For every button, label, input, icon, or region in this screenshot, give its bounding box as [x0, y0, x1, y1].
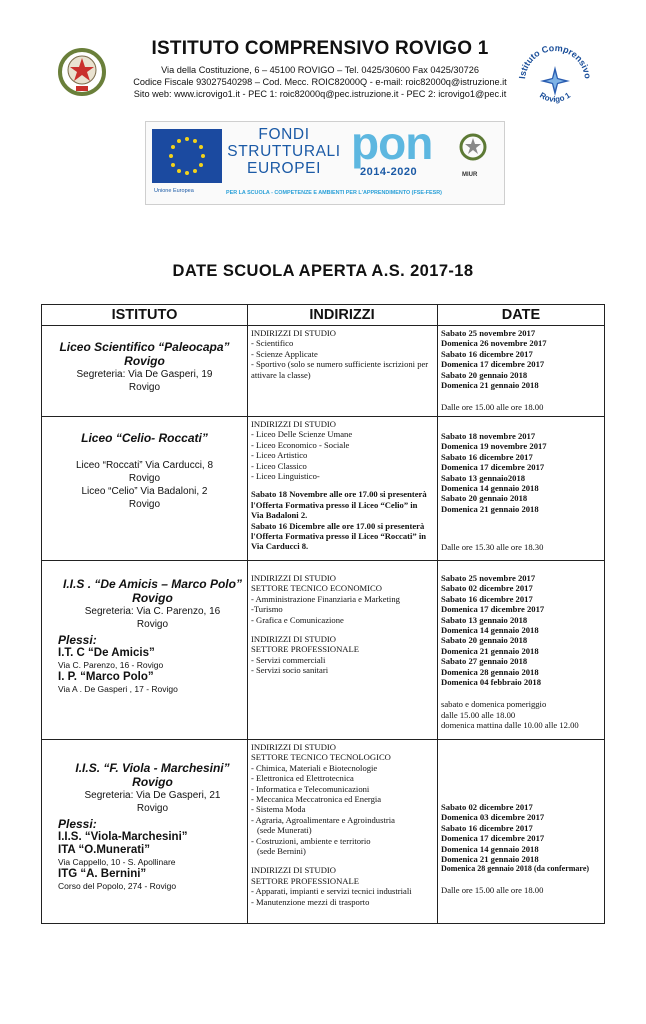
list-item: INDIRIZZI DI STUDIO [251, 573, 336, 583]
date-item: Sabato 16 dicembre 2017 [441, 593, 533, 604]
date-item: Domenica 19 novembre 2017 [441, 441, 547, 452]
date-item: Domenica 21 gennaio 2018 [441, 380, 539, 391]
list-item: INDIRIZZI DI STUDIO [251, 865, 336, 876]
pon-banner [145, 117, 505, 205]
address-line: Via della Costituzione, 6 – 45100 ROVIGO – Tel. 0425/30600 Fax 0425/30726 [161, 65, 479, 75]
institute-address: Segreteria: Via De Gasperi, 21 [84, 790, 221, 801]
list-item: - Manutenzione mezzi di trasporto [251, 896, 370, 907]
pon-years: 2014-2020 [360, 166, 418, 178]
institute-city: Rovigo [132, 591, 173, 605]
document-title: DATE SCUOLA APERTA A.S. 2017-18 [172, 262, 474, 280]
date-item: Domenica 21 gennaio 2018 [441, 854, 539, 865]
list-item: - Meccanica Meccatronica ed Energia [251, 794, 382, 805]
plesso-name: ITA “O.Munerati” [58, 844, 150, 856]
opening-hours: dalle 15.00 alle 18.00 [441, 709, 516, 720]
open-days-table [41, 304, 605, 924]
date-item: Domenica 14 gennaio 2018 [441, 483, 539, 494]
list-item: SETTORE PROFESSIONALE [251, 875, 359, 886]
date-item: Sabato 20 gennaio 2018 [441, 493, 528, 504]
presentation-note: l'Offerta Formativa presso il Liceo “Celio” in [251, 499, 418, 510]
opening-hours: Dalle ore 15.00 alle ore 18.00 [441, 402, 544, 413]
list-item: INDIRIZZI DI STUDIO [251, 419, 336, 429]
date-item: Domenica 03 dicembre 2017 [441, 812, 545, 823]
table-row-paleocapa-institute [42, 340, 247, 394]
date-item: Domenica 17 dicembre 2017 [441, 833, 545, 844]
institute-address: Liceo “Roccati” Via Carducci, 8 [75, 460, 214, 471]
logo-text-bottom: Rovigo 1 [538, 90, 572, 104]
list-item: - Liceo Economico - Sociale [251, 439, 350, 450]
plessi-label: Plessi: [58, 633, 97, 647]
institute-name: Liceo Scientifico “Paleocapa” [59, 340, 230, 354]
list-item: (sede Munerati) [257, 825, 312, 836]
eu-label: Unione Europea [154, 188, 194, 194]
institute-address-city: Rovigo [128, 382, 161, 393]
date-item: Sabato 27 gennaio 2018 [441, 656, 528, 667]
table-row-viola-marchesini-dates [437, 800, 605, 897]
date-item: Domenica 21 gennaio 2018 [441, 503, 539, 514]
web-pec-line: Sito web: www.icrovigo1.it - PEC 1: roic82000q@pec.istruzione.it - PEC 2: icrovigo1@pec.it [133, 89, 507, 99]
list-item: - Chimica, Materiali e Biotecnologie [251, 762, 378, 773]
presentation-note: Sabato 16 Dicembre alle ore 17.00 si presenterà [251, 520, 425, 531]
date-item: Sabato 18 novembre 2017 [441, 431, 536, 441]
date-item: Sabato 25 novembre 2017 [441, 573, 536, 583]
table-row-viola-marchesini-institute [42, 761, 247, 892]
presentation-note: Via Carducci 8. [251, 541, 309, 552]
date-item: Domenica 17 dicembre 2017 [441, 359, 545, 370]
institute-name: I.I.S . “De Amicis – Marco Polo” [63, 577, 242, 591]
table-row-paleocapa-indirizzi [247, 326, 437, 382]
list-item: - Informatica e Telecomunicazioni [251, 783, 370, 794]
table-row-celio-roccati-institute [42, 431, 247, 511]
institute-name: I.I.S. “F. Viola - Marchesini” [75, 761, 230, 775]
date-item: Sabato 02 dicembre 2017 [441, 802, 533, 812]
date-item: Sabato 20 gennaio 2018 [441, 635, 528, 646]
miur-emblem-icon [458, 132, 488, 162]
list-item: SETTORE PROFESSIONALE [251, 644, 359, 655]
presentation-note: l'Offerta Formativa presso il Liceo “Roccati” in [251, 531, 427, 542]
list-item: - Costruzioni, ambiente e territorio [251, 835, 371, 846]
list-item: - Liceo Delle Scienze Umane [251, 429, 353, 440]
header-indirizzi: INDIRIZZI [309, 307, 375, 323]
table-row-de-amicis-institute [42, 577, 247, 695]
date-item: Sabato 16 dicembre 2017 [441, 822, 533, 833]
miur-label: MIUR [462, 172, 478, 178]
date-item: Domenica 14 gennaio 2018 [441, 843, 539, 854]
date-item: Domenica 04 febbraio 2018 [441, 677, 542, 688]
table-row-celio-roccati-dates [437, 429, 605, 555]
europei-word: EUROPEI [247, 160, 321, 177]
list-item: - Liceo Linguistico- [251, 471, 320, 482]
fiscal-code-line: Codice Fiscale 93027540298 – Cod. Mecc. ROIC82000Q - e-mail: roic82000q@istruzione.it [133, 77, 507, 87]
institute-city: Rovigo [124, 354, 165, 368]
table-row-viola-marchesini-indirizzi [247, 740, 437, 909]
plesso-address: Via Cappello, 10 - S. Apollinare [58, 857, 176, 867]
date-item: Domenica 17 dicembre 2017 [441, 462, 545, 473]
presentation-note: Sabato 18 Novembre alle ore 17.00 si presenterà [251, 489, 427, 500]
date-item: Sabato 25 novembre 2017 [441, 328, 536, 338]
list-item: INDIRIZZI DI STUDIO [251, 742, 336, 752]
institute-address-city: Rovigo [128, 473, 161, 484]
list-item: - Sportivo (solo se numero sufficiente iscrizioni per [251, 359, 429, 370]
list-item: - Sistema Moda [251, 804, 306, 815]
date-item: Domenica 26 novembre 2017 [441, 338, 547, 349]
institute-address: Segreteria: Via De Gasperi, 19 [76, 369, 213, 380]
opening-hours: Dalle ore 15.30 alle ore 18.30 [441, 542, 544, 553]
list-item: - Servizi socio sanitari [251, 665, 329, 676]
table-row-de-amicis-dates [437, 571, 605, 733]
date-item: Sabato 16 dicembre 2017 [441, 348, 533, 359]
date-item: Domenica 21 gennaio 2018 [441, 645, 539, 656]
table-row-de-amicis-indirizzi [247, 571, 437, 678]
institute-name: Liceo “Celio- Roccati” [81, 431, 208, 445]
list-item: - Liceo Classico [251, 460, 307, 471]
date-item: Sabato 13 gennaio2018 [441, 472, 526, 483]
logo-text-top: Istituto Comprensivo [517, 42, 593, 80]
date-item: Sabato 13 gennaio 2018 [441, 614, 528, 625]
plesso-name: I.T. C “De Amicis” [58, 647, 155, 659]
list-item: - Liceo Artistico [251, 450, 308, 461]
fondi-word: FONDI [258, 126, 310, 143]
strutturali-word: STRUTTURALI [227, 143, 341, 160]
list-item: - Elettronica ed Elettrotecnica [251, 773, 354, 784]
list-item: INDIRIZZI DI STUDIO [251, 634, 336, 645]
institute-address-city: Rovigo [136, 803, 169, 814]
plesso-address: Via A . De Gasperi , 17 - Rovigo [58, 684, 178, 694]
list-item: INDIRIZZI DI STUDIO [251, 328, 336, 338]
list-item: - Amministrazione Finanziaria e Marketing [251, 593, 400, 604]
presentation-note: Via Badaloni 2. [251, 510, 308, 521]
list-item: SETTORE TECNICO ECONOMICO [251, 583, 382, 594]
institute-address-city: Rovigo [128, 499, 161, 510]
institute-city: Rovigo [132, 775, 173, 789]
fondi-strutturali-text [220, 126, 348, 177]
header-date: DATE [501, 307, 541, 323]
date-item: Domenica 17 dicembre 2017 [441, 604, 545, 615]
plessi-label: Plessi: [58, 817, 97, 831]
opening-hours: domenica mattina dalle 10.00 alle 12.00 [441, 720, 579, 731]
opening-hours: sabato e domenica pomeriggio [441, 699, 547, 710]
school-compass-logo-icon [512, 38, 598, 124]
plesso-address: Via C. Parenzo, 16 - Rovigo [58, 660, 164, 670]
date-item: Sabato 16 dicembre 2017 [441, 451, 533, 462]
row-divider [42, 560, 604, 561]
institute-address: Liceo “Celio” Via Badaloni, 2 [81, 486, 208, 497]
plesso-name: I.I.S. “Viola-Marchesini” [58, 831, 188, 843]
plesso-name: I. P. “Marco Polo” [58, 671, 154, 683]
list-item: - Scienze Applicate [251, 348, 318, 359]
date-item: Domenica 14 gennaio 2018 [441, 625, 539, 636]
header-istituto: ISTITUTO [111, 307, 178, 323]
school-title: ISTITUTO COMPRENSIVO ROVIGO 1 [151, 38, 489, 59]
list-item: - Apparati, impianti e servizi tecnici industriali [251, 886, 412, 897]
date-item: Domenica 28 gennaio 2018 (da confermare) [441, 864, 590, 874]
date-item: Sabato 20 gennaio 2018 [441, 369, 528, 380]
italian-republic-emblem-icon [56, 46, 108, 98]
list-item: -Turismo [251, 604, 283, 615]
institute-address-city: Rovigo [136, 619, 169, 630]
pon-logo-text: pon [351, 117, 433, 169]
list-item: - Grafica e Comunicazione [251, 614, 344, 625]
plesso-name: ITG “A. Bernini” [58, 868, 147, 880]
list-item: attivare la classe) [251, 369, 311, 380]
table-row-celio-roccati-indirizzi [247, 417, 437, 554]
plesso-address: Corso del Popolo, 274 - Rovigo [58, 881, 177, 891]
institute-address: Segreteria: Via C. Parenzo, 16 [84, 606, 221, 617]
table-row-paleocapa-dates [437, 326, 605, 415]
list-item: - Agraria, Agroalimentare e Agroindustria [251, 814, 395, 825]
eu-flag-icon [152, 129, 222, 183]
date-item: Domenica 28 gennaio 2018 [441, 666, 539, 677]
date-item: Sabato 02 dicembre 2017 [441, 583, 533, 594]
list-item: - Scientifico [251, 338, 294, 349]
list-item: SETTORE TECNICO TECNOLOGICO [251, 752, 391, 763]
opening-hours: Dalle ore 15.00 alle ore 18.00 [441, 884, 544, 895]
list-item: - Servizi commerciali [251, 654, 326, 665]
list-item: (sede Bernini) [257, 846, 306, 857]
banner-strip-text: PER LA SCUOLA - COMPETENZE E AMBIENTI PER L'APPRENDIMENTO (FSE-FESR) [226, 190, 442, 196]
